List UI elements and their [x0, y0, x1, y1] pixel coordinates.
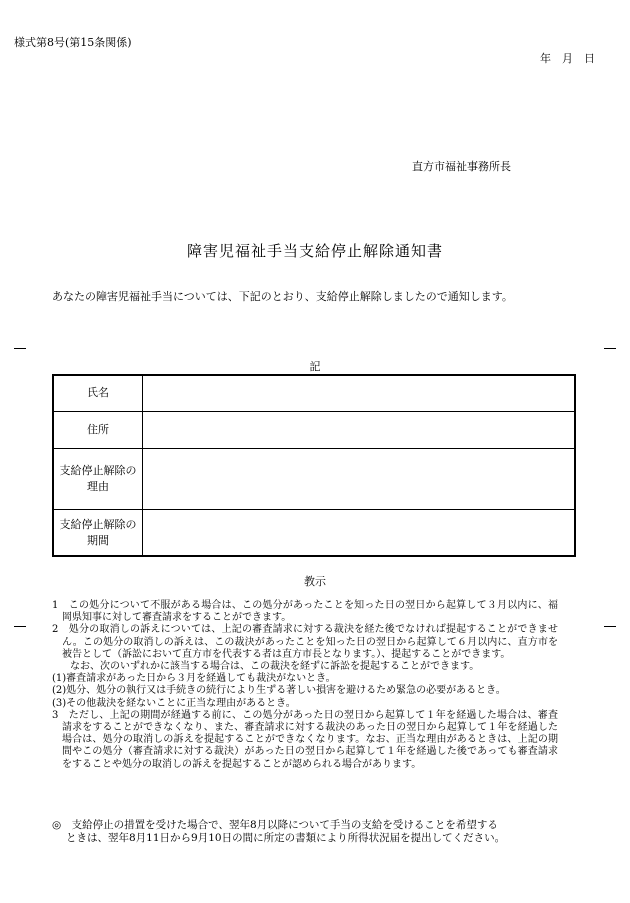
value-address[interactable] — [143, 411, 576, 448]
note-2-supplement: なお、次のいずれかに該当する場合は、この裁決を経ずに訴訟を提起することができます。 — [70, 661, 480, 673]
margin-mark-left-top — [14, 348, 26, 349]
label-reason-line1: 支給停止解除の — [59, 464, 137, 478]
footer-line-2: ときは、翌年8月11日から9月10日の間に所定の書類により所得状況届を提出してください。 — [66, 832, 506, 844]
instruction-notes — [52, 600, 558, 771]
note-3: 3 ただし、上記の期間が経過する前に、この処分があった日の翌日から起算して１年を経過した場合は、審査請求をすることができなくなり、また、審査請求に対する裁決のあった日の翌日から起算して１年を経過した場合は、処分の取消しの訴えを提起することができなくなります。なお、正当な理由があるときは、上記の期間やこの処分（審査請求に対する裁決）があった日の翌日から起算して１年を経過した後であっても審査請求をすることや処分の取消しの訴えを提起することが認められる場合があります。 — [52, 709, 558, 770]
label-period-line1: 支給停止解除の — [59, 517, 137, 531]
ki-heading: 記 — [309, 360, 321, 373]
date-line: 年 月 日 — [540, 52, 595, 65]
note-2-item-3: (3)その他裁決を経ないことに正当な理由があるとき。 — [52, 697, 296, 709]
label-address: 住所 — [53, 411, 143, 448]
note-1: 1 この処分について不服がある場合は、この処分があったことを知った日の翌日から起算して３月以内に、福岡県知事に対して審査請求をすることができます。 — [52, 600, 558, 624]
margin-mark-right-mid — [604, 626, 616, 627]
label-name: 氏名 — [53, 375, 143, 411]
table-row — [53, 448, 575, 509]
footer-notice — [52, 819, 572, 845]
label-period-line2: 期間 — [87, 533, 109, 547]
value-period[interactable] — [143, 510, 576, 556]
margin-mark-right-top — [604, 348, 616, 349]
label-reason — [53, 448, 143, 509]
table-row — [53, 411, 575, 448]
note-2: 2 処分の取消しの訴えについては、上記の審査請求に対する裁決を経た後でなければ提起することができません。この処分の取消しの訴えは、この裁決があったことを知った日の翌日から起算して６月以内に、直方市を被告として（訴訟において直方市を代表する者は直方市長となります。）、提起することができます。 — [52, 624, 558, 660]
label-period — [53, 510, 143, 556]
table-row — [53, 375, 575, 411]
note-2-item-2: (2)処分、処分の執行又は手続きの続行により生ずる著しい損害を避けるため緊急の必要があるとき。 — [52, 685, 506, 697]
label-reason-line2: 理由 — [87, 480, 109, 494]
footer-line-1: ◎ 支給停止の措置を受けた場合で、翌年8月以降について手当の支給を受けることを希望する — [52, 819, 498, 831]
issuer-name: 直方市福祉事務所長 — [412, 160, 511, 173]
value-name[interactable] — [143, 375, 576, 411]
intro-text: あなたの障害児福祉手当については、下記のとおり、支給停止解除しましたので通知します。 — [52, 290, 513, 303]
instruction-heading: 教示 — [304, 575, 326, 588]
form-number: 様式第8号(第15条関係) — [14, 36, 132, 49]
margin-mark-left-mid — [14, 626, 26, 627]
table-row — [53, 510, 575, 556]
note-2-item-1: (1)審査請求があった日から３月を経過しても裁決がないとき。 — [52, 673, 336, 685]
info-table — [52, 374, 576, 557]
document-title: 障害児福祉手当支給停止解除通知書 — [186, 242, 443, 260]
value-reason[interactable] — [143, 448, 576, 509]
